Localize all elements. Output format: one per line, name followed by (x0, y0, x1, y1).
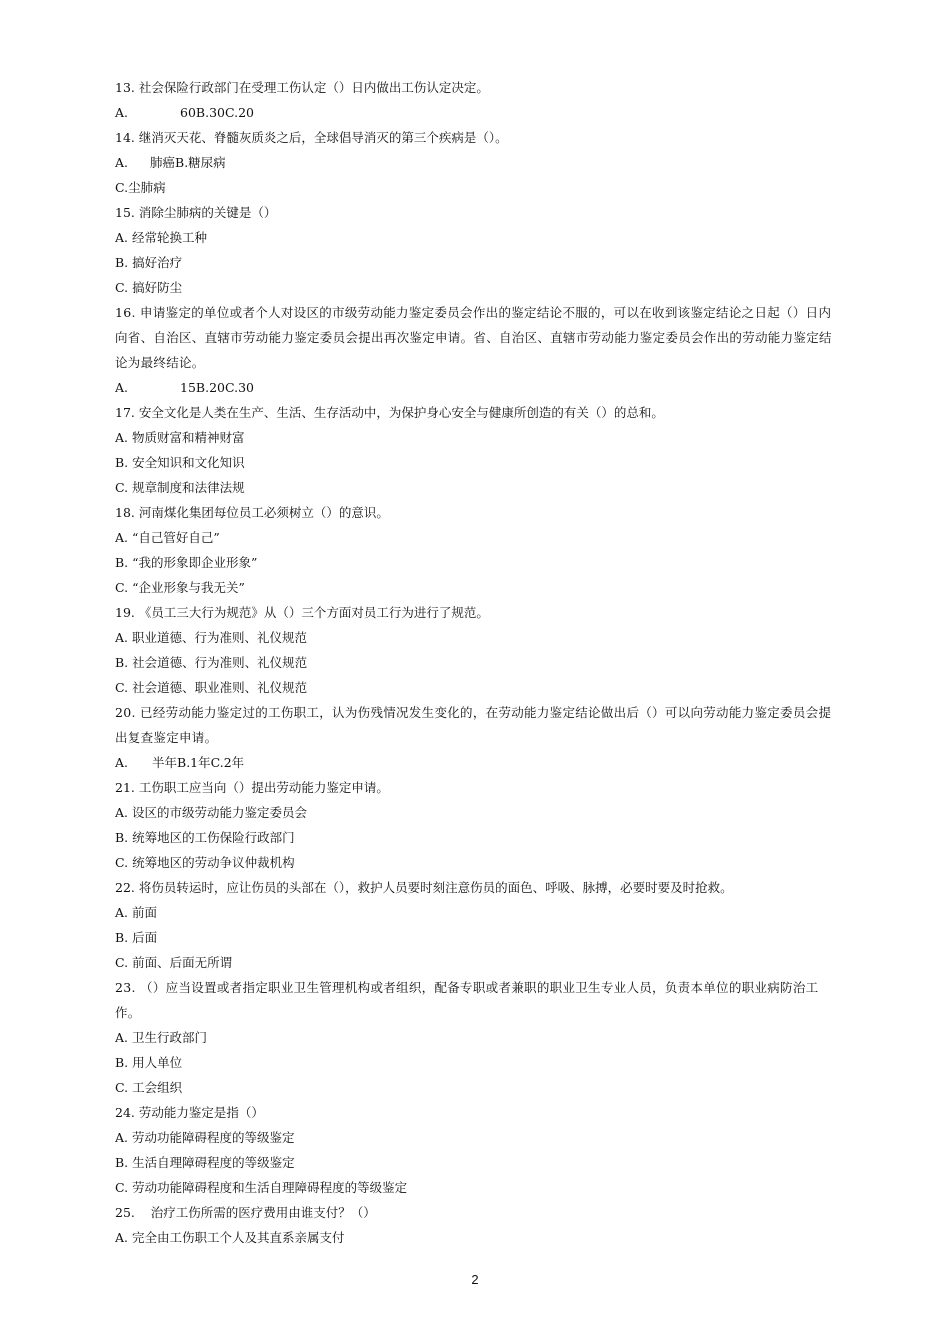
question-25: 25. 治疗工伤所需的医疗费用由谁支付？（） (115, 1205, 376, 1220)
question-14: 14. 继消灭天花、脊髓灰质炎之后，全球倡导消灭的第三个疾病是（）。 (115, 130, 508, 145)
inline-options: 肺癌B.糖尿病 (150, 155, 226, 170)
option-a: A. 劳动功能障碍程度的等级鉴定 (115, 1130, 295, 1145)
question-21: 21. 工伤职工应当向（）提出劳动能力鉴定申请。 (115, 780, 389, 795)
option-a: A. 前面 (115, 905, 157, 920)
page-number: 2 (471, 1272, 479, 1287)
inline-options: 半年B.1年C.2年 (152, 755, 245, 770)
option-a-label: A. (115, 105, 129, 120)
question-14-options (115, 150, 837, 175)
question-13-options (115, 100, 837, 125)
option-a: A. 完全由工伤职工个人及其直系亲属支付 (115, 1230, 345, 1245)
option-c: C. 统筹地区的劳动争议仲裁机构 (115, 855, 295, 870)
question-18: 18. 河南煤化集团每位员工必须树立（）的意识。 (115, 505, 389, 520)
option-c: C. 社会道德、职业准则、礼仪规范 (115, 680, 308, 695)
option-a: A. 物质财富和精神财富 (115, 430, 245, 445)
inline-options: 60B.30C.20 (180, 105, 254, 120)
question-22: 22. 将伤员转运时，应让伤员的头部在（），救护人员要时刻注意伤员的面色、呼吸、脉搏，必要时要及时抢救。 (115, 880, 733, 895)
option-c: C. 规章制度和法律法规 (115, 480, 245, 495)
option-c: C. 搞好防尘 (115, 280, 183, 295)
question-20: 20. 已经劳动能力鉴定过的工伤职工，认为伤残情况发生变化的，在劳动能力鉴定结论做出后（）可以向劳动能力鉴定委员会提出复查鉴定申请。 (115, 705, 832, 745)
question-16-options (115, 375, 837, 400)
option-c: C. 工会组织 (115, 1080, 183, 1095)
option-a: A. 卫生行政部门 (115, 1030, 207, 1045)
question-23: 23. （）应当设置或者指定职业卫生管理机构或者组织，配备专职或者兼职的职业卫生专业人员，负责本单位的职业病防治工作。 (115, 980, 819, 1020)
option-b: B. 生活自理障碍程度的等级鉴定 (115, 1155, 295, 1170)
option-b: B. “我的形象即企业形象” (115, 555, 258, 570)
question-13: 13. 社会保险行政部门在受理工伤认定（）日内做出工伤认定决定。 (115, 80, 489, 95)
option-c: C. “企业形象与我无关” (115, 580, 245, 595)
question-24: 24. 劳动能力鉴定是指（） (115, 1105, 264, 1120)
option-c: C. 前面、后面无所谓 (115, 955, 233, 970)
option-a: A. 经常轮换工种 (115, 230, 207, 245)
option-a: A. “自己管好自己” (115, 530, 220, 545)
inline-options: 15B.20C.30 (180, 380, 254, 395)
option-a: A. 职业道德、行为准则、礼仪规范 (115, 630, 307, 645)
option-a-label: A. (115, 155, 129, 170)
option-b: B. 统筹地区的工伤保险行政部门 (115, 830, 295, 845)
option-b: B. 社会道德、行为准则、礼仪规范 (115, 655, 308, 670)
question-16: 16. 申请鉴定的单位或者个人对设区的市级劳动能力鉴定委员会作出的鉴定结论不服的，可以在收到该鉴定结论之日起（）日内向省、自治区、直辖市劳动能力鉴定委员会提出再次鉴定申请。省、自治区、直辖市劳动能力鉴定委员会作出的劳动能力鉴定结论为最终结论。 (115, 305, 832, 370)
question-20-options (115, 750, 837, 775)
question-list (115, 75, 837, 1250)
option-a-label: A. (115, 380, 129, 395)
option-b: B. 安全知识和文化知识 (115, 455, 245, 470)
option-c: C. 劳动功能障碍程度和生活自理障碍程度的等级鉴定 (115, 1180, 408, 1195)
question-17: 17. 安全文化是人类在生产、生活、生存活动中，为保护身心安全与健康所创造的有关（）的总和。 (115, 405, 664, 420)
option-c: C.尘肺病 (115, 180, 166, 195)
option-b: B. 用人单位 (115, 1055, 183, 1070)
option-b: B. 搞好治疗 (115, 255, 183, 270)
question-19: 19. 《员工三大行为规范》从（）三个方面对员工行为进行了规范。 (115, 605, 489, 620)
option-a-label: A. (115, 755, 129, 770)
option-a: A. 设区的市级劳动能力鉴定委员会 (115, 805, 307, 820)
option-b: B. 后面 (115, 930, 158, 945)
question-15: 15. 消除尘肺病的关键是（） (115, 205, 277, 220)
